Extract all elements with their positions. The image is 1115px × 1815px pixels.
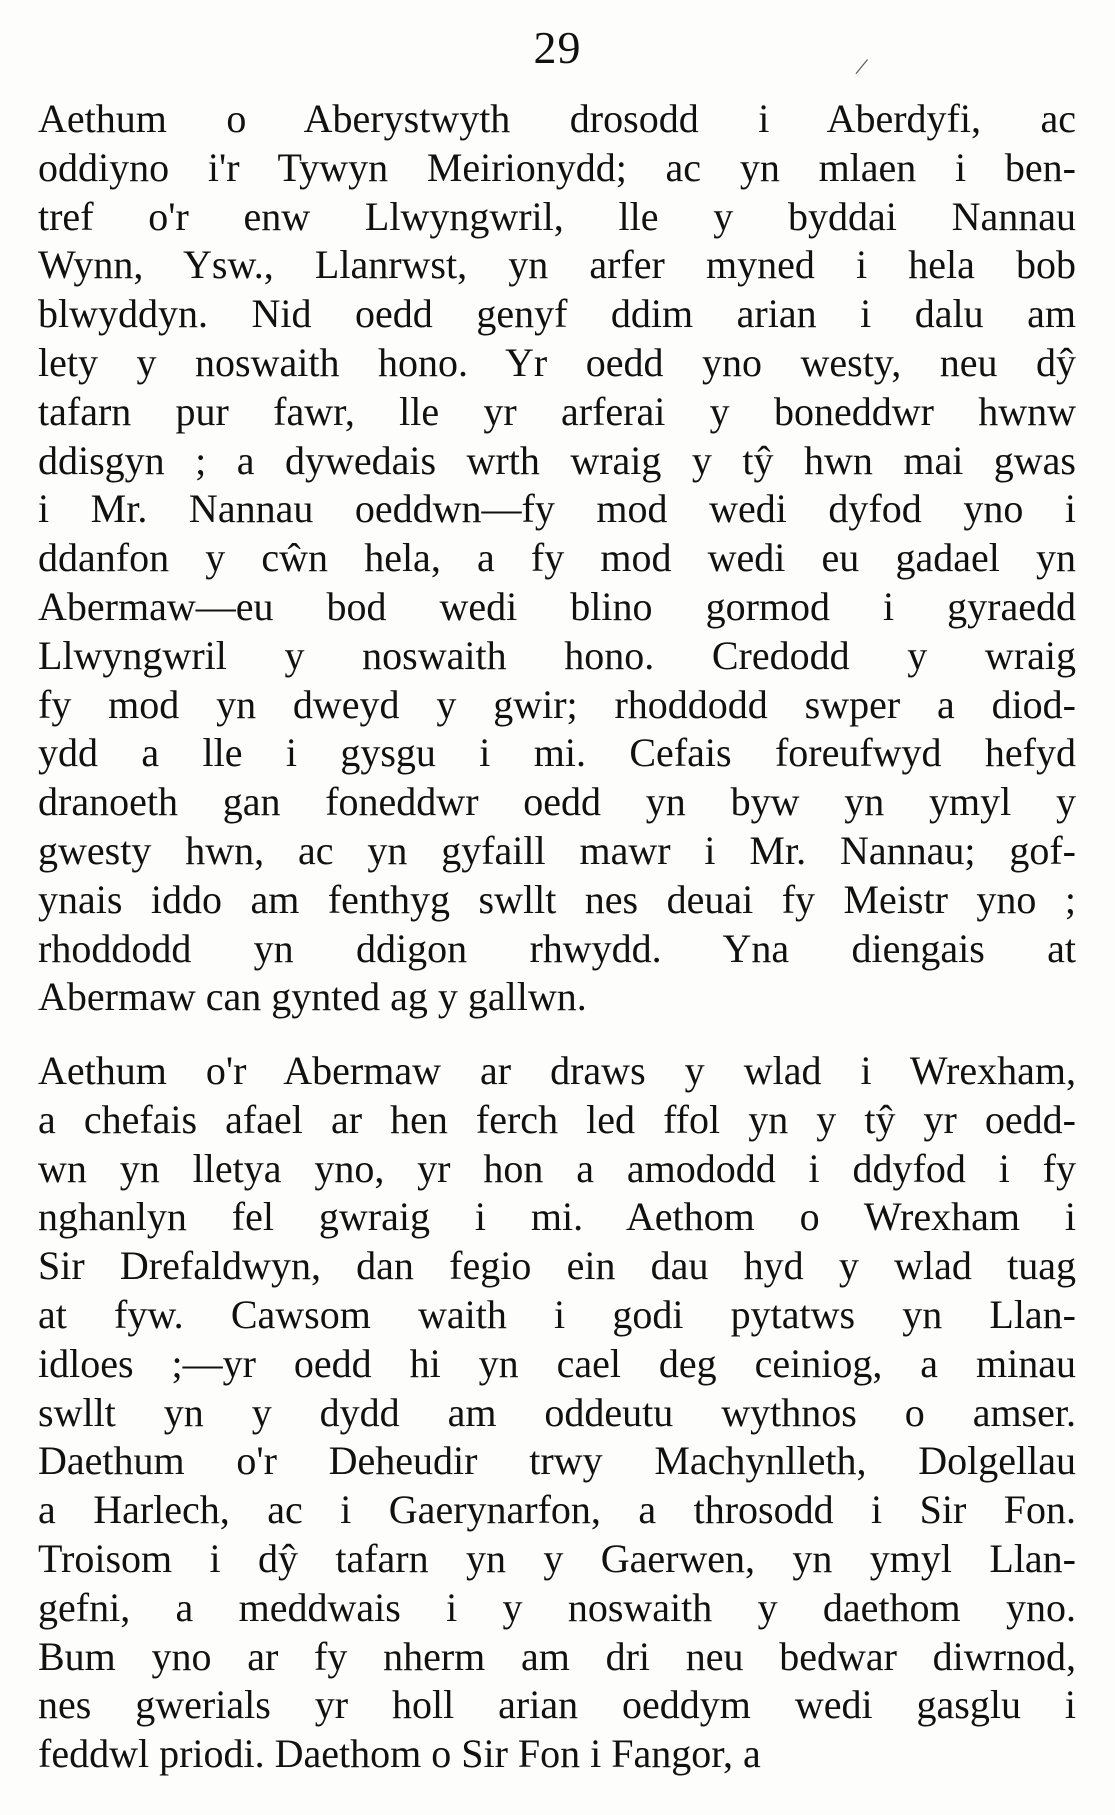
text-line: oddiyno i'r Tywyn Meirionydd; ac yn mlaen i ben- (38, 144, 1076, 190)
text-line: tref o'r enw Llwyngwril, lle y byddai Nannau (38, 193, 1076, 239)
text-line: at fyw. Cawsom waith i godi pytatws yn Llan- (38, 1291, 1076, 1337)
text-line: rhoddodd yn ddigon rhwydd. Yna diengais at (38, 925, 1076, 971)
text-line: a Harlech, ac i Gaerynarfon, a throsodd i Sir Fon. (38, 1487, 1076, 1533)
text-line: blwyddyn. Nid oedd genyf ddim arian i dalu am (38, 291, 1076, 337)
text-line: ddisgyn ; a dywedais wrth wraig y tŷ hwn mai gwas (38, 437, 1076, 483)
text-line: feddwl priodi. Daethom o Sir Fon i Fangor, a (38, 1731, 761, 1777)
text-line: nes gwerials yr holl arian oeddym wedi gasglu i (38, 1682, 1076, 1728)
stray-ink-mark: / (853, 51, 871, 82)
paragraph-2 (38, 1047, 1076, 1779)
text-line: Abermaw—eu bod wedi blino gormod i gyraedd (38, 583, 1076, 629)
text-line: wn yn lletya yno, yr hon a amododd i ddyfod i fy (38, 1145, 1076, 1191)
text-line: fy mod yn dweyd y gwir; rhoddodd swper a diod- (38, 681, 1076, 727)
text-line: idloes ;—yr oedd hi yn cael deg ceiniog, a minau (38, 1340, 1076, 1386)
page-number: 29 (533, 22, 582, 73)
text-line: ynais iddo am fenthyg swllt nes deuai fy Meistr yno ; (38, 876, 1076, 922)
text-line: lety y noswaith hono. Yr oedd yno westy, neu dŷ (38, 339, 1076, 385)
text-line: Aethum o'r Abermaw ar draws y wlad i Wrexham, (38, 1048, 1076, 1093)
text-line: Wynn, Ysw., Llanrwst, yn arfer myned i hela bob (38, 242, 1076, 288)
text-line: ydd a lle i gysgu i mi. Cefais foreufwyd hefyd (38, 730, 1076, 776)
text-line: gwesty hwn, ac yn gyfaill mawr i Mr. Nannau; gof- (38, 827, 1076, 873)
text-line: Daethum o'r Deheudir trwy Machynlleth, Dolgellau (38, 1438, 1076, 1484)
text-line: Llwyngwril y noswaith hono. Credodd y wraig (38, 632, 1076, 678)
text-line: Sir Drefaldwyn, dan fegio ein dau hyd y wlad tuag (38, 1243, 1076, 1289)
text-line: ddanfon y cŵn hela, a fy mod wedi eu gadael yn (38, 535, 1076, 581)
text-line: dranoeth gan foneddwr oedd yn byw yn ymyl y (38, 779, 1076, 825)
text-line: nghanlyn fel gwraig i mi. Aethom o Wrexham i (38, 1194, 1076, 1240)
text-line: Bum yno ar fy nherm am dri neu bedwar diwrnod, (38, 1633, 1076, 1679)
text-line: tafarn pur fawr, lle yr arferai y boneddwr hwnw (38, 388, 1076, 434)
text-line: gefni, a meddwais i y noswaith y daethom yno. (38, 1584, 1076, 1630)
text-line: a chefais afael ar hen ferch led ffol yn y tŷ yr oedd- (38, 1096, 1076, 1142)
text-line: Abermaw can gynted ag y gallwn. (38, 974, 587, 1020)
text-line: Troisom i dŷ tafarn yn y Gaerwen, yn ymyl Llan- (38, 1535, 1076, 1581)
text-line: i Mr. Nannau oeddwn—fy mod wedi dyfod yno i (38, 486, 1076, 532)
paragraph-1 (38, 95, 1076, 1022)
text-line: Aethum o Aberystwyth drosodd i Aberdyfi, ac (38, 96, 1076, 141)
text-line: swllt yn y dydd am oddeutu wythnos o amser. (38, 1389, 1076, 1435)
